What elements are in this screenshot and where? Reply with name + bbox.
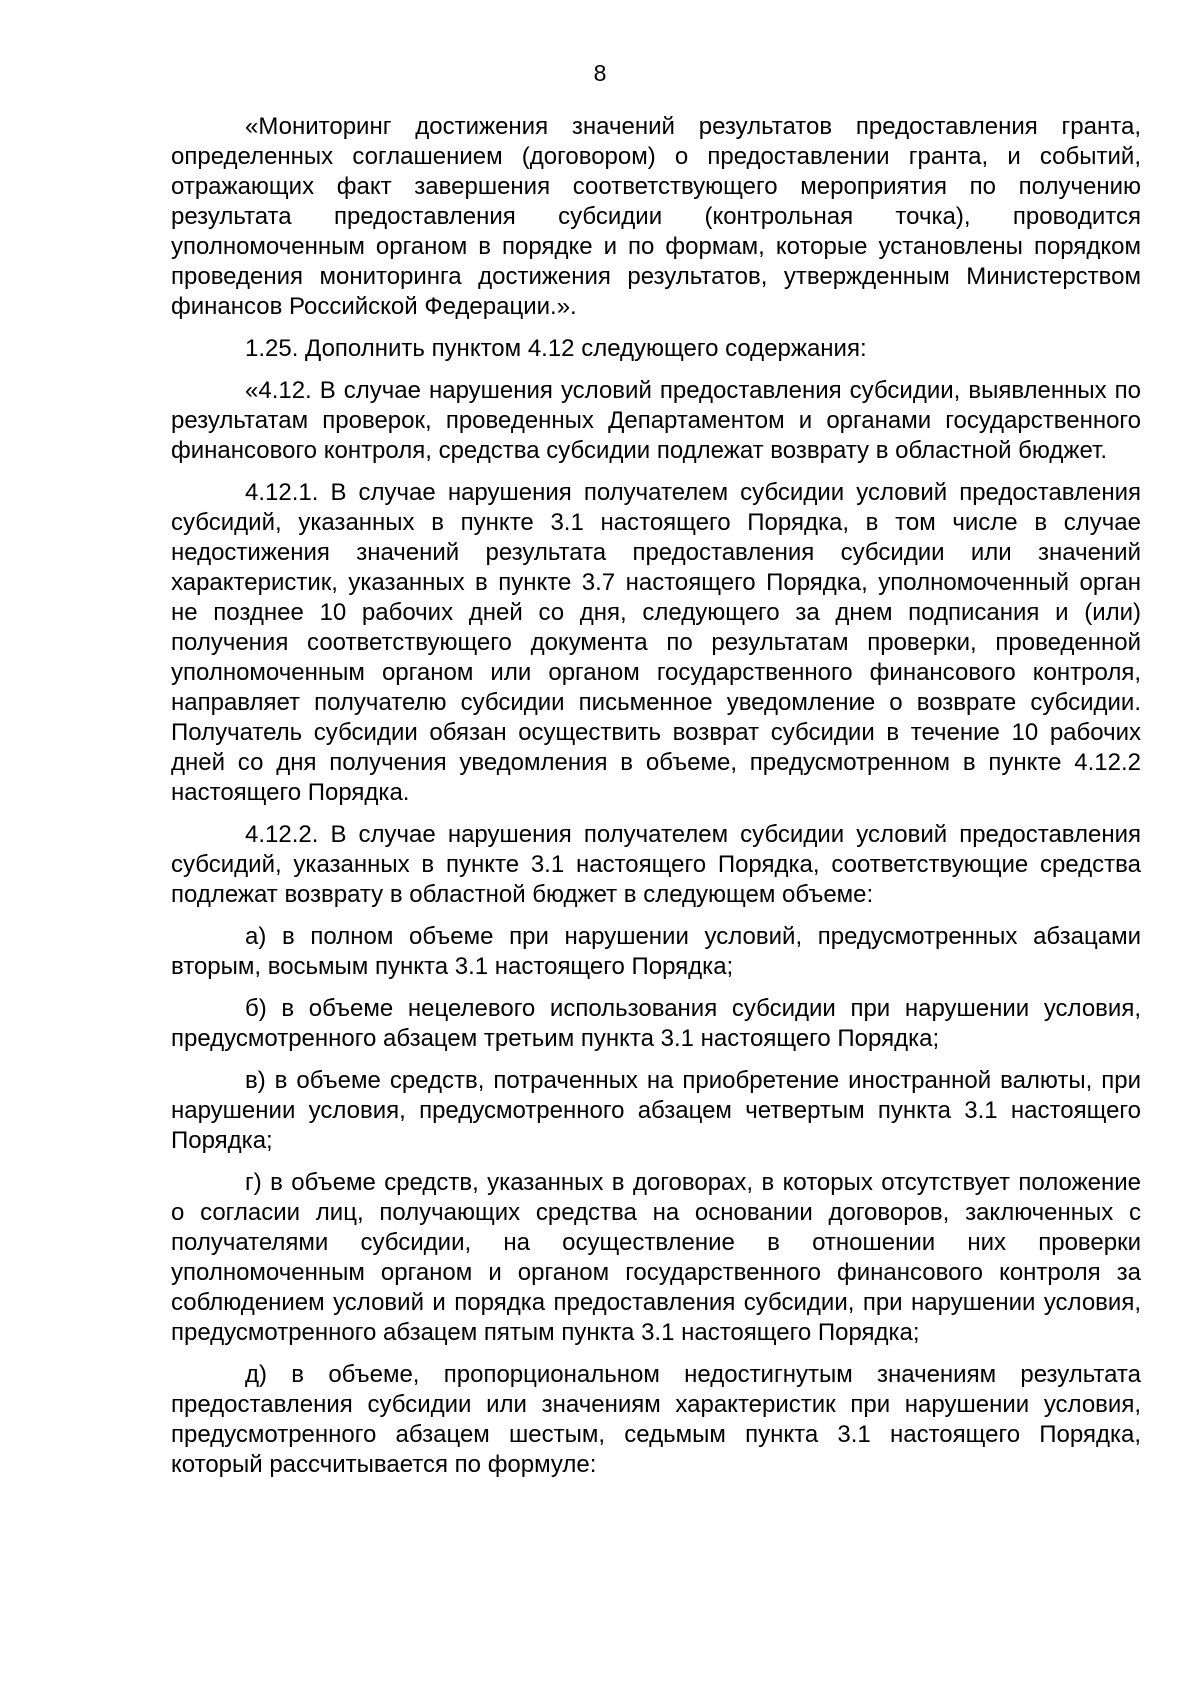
paragraph-4-12-2: 4.12.2. В случае нарушения получателем субсидии условий предоставления субсидий, указанных в пункте 3.1 настоящего Порядка, соответствующие средства подлежат возврату в областной бюджет в следующем объеме: <box>171 821 1141 908</box>
paragraph-1-25: 1.25. Дополнить пунктом 4.12 следующего содержания: <box>245 335 867 362</box>
list-item-a: а) в полном объеме при нарушении условий, предусмотренных абзацами вторым, восьмым пункта 3.1 настоящего Порядка; <box>171 923 1141 980</box>
list-item-d: д) в объеме, пропорциональном недостигнутым значениям результата предоставления субсидии или значениям характеристик при нарушении условия, предусмотренного абзацем шестым, седьмым пункта 3.1 настоящего Порядка, который рассчитывается по формуле: <box>171 1361 1141 1478</box>
paragraph-monitoring: «Мониторинг достижения значений результатов предоставления гранта, определенных соглашением (договором) о предоставлении гранта, и событий, отражающих факт завершения соответствующего мероприятия по получению результата предоставления субсидии (контрольная точка), проводится уполномоченным органом в порядке и по формам, которые установлены порядком проведения мониторинга достижения результатов, утвержденным Министерством финансов Российской Федерации.». <box>171 113 1141 320</box>
page-number: 8 <box>593 60 607 86</box>
list-item-b: б) в объеме нецелевого использования субсидии при нарушении условия, предусмотренного абзацем третьим пункта 3.1 настоящего Порядка; <box>171 995 1141 1052</box>
paragraph-4-12: «4.12. В случае нарушения условий предоставления субсидии, выявленных по результатам проверок, проведенных Департаментом и органами государственного финансового контроля, средства субсидии подлежат возврату в областной бюджет. <box>171 377 1141 464</box>
list-item-g: г) в объеме средств, указанных в договорах, в которых отсутствует положение о согласии лиц, получающих средства на основании договоров, заключенных с получателями субсидии, на осуществление в отношении них проверки уполномоченным органом и органом государственного финансового контроля за соблюдением условий и порядка предоставления субсидии, при нарушении условия, предусмотренного абзацем пятым пункта 3.1 настоящего Порядка; <box>171 1169 1141 1346</box>
list-item-v: в) в объеме средств, потраченных на приобретение иностранной валюты, при нарушении условия, предусмотренного абзацем четвертым пункта 3.1 настоящего Порядка; <box>171 1067 1141 1154</box>
paragraph-4-12-1: 4.12.1. В случае нарушения получателем субсидии условий предоставления субсидий, указанных в пункте 3.1 настоящего Порядка, в том числе в случае недостижения значений результата предоставления субсидии или значений характеристик, указанных в пункте 3.7 настоящего Порядка, уполномоченный орган не позднее 10 рабочих дней со дня, следующего за днем подписания и (или) получения соответствующего документа по результатам проверки, проведенной уполномоченным органом или органом государственного финансового контроля, направляет получателю субсидии письменное уведомление о возврате субсидии. Получатель субсидии обязан осуществить возврат субсидии в течение 10 рабочих дней со дня получения уведомления в объеме, предусмотренном в пункте 4.12.2 настоящего Порядка. <box>171 479 1141 806</box>
document-body <box>171 112 1141 1492</box>
